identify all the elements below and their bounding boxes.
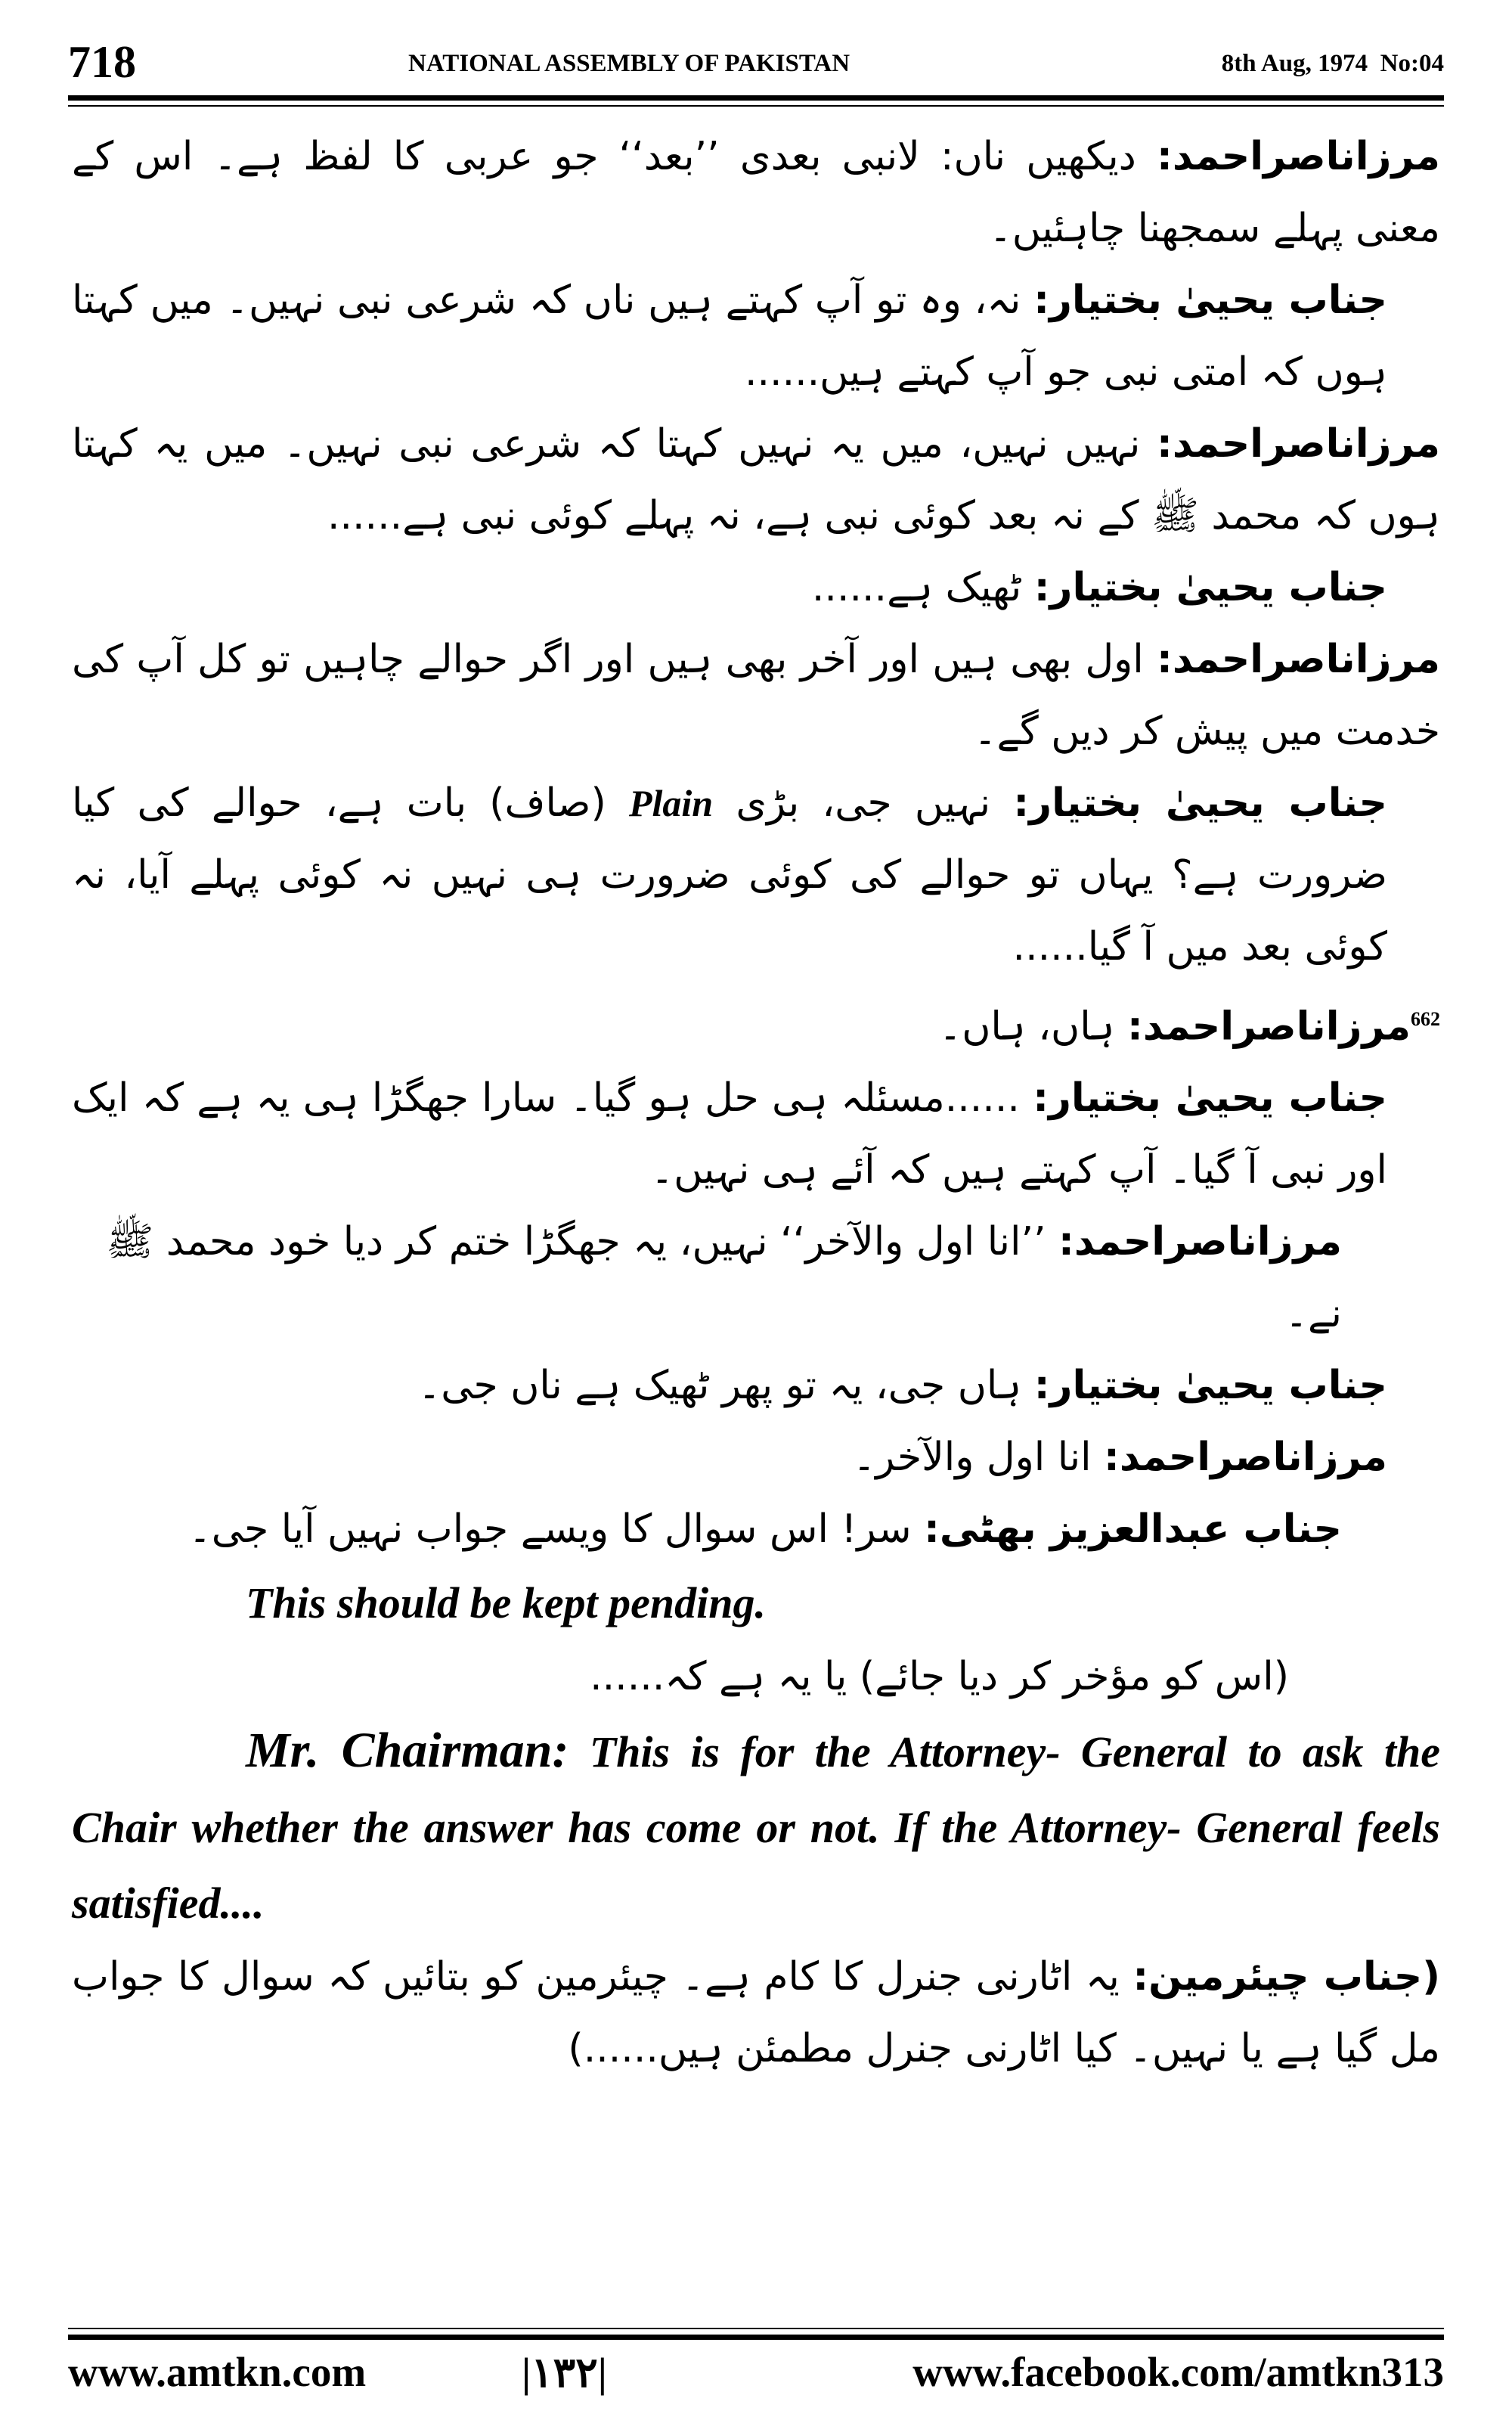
speaker-name: مرزاناصراحمد: [1104, 1435, 1387, 1481]
page-number: 718 [68, 37, 136, 87]
running-title: NATIONAL ASSEMBLY OF PAKISTAN [408, 50, 850, 77]
paragraph [72, 1494, 1440, 1565]
footer-rule-thick [68, 2335, 1444, 2340]
footer-website-link[interactable]: www.amtkn.com [68, 2349, 367, 2395]
speech-text: ’’انا اول والآخر‘‘ نہیں، یہ جھگڑا ختم کر دیا خود محمد ﷺ نے۔ [106, 1219, 1342, 1337]
speaker-name: جناب یحییٰ بختیار: [1033, 1363, 1387, 1409]
issue-number: No:04 [1380, 50, 1444, 77]
speech-text: نہیں نہیں، میں یہ نہیں کہتا کہ شرعی نبی نہیں۔ میں یہ کہتا ہوں کہ محمد ﷺ کے نہ بعد کوئی نبی ہے، نہ پہلے کوئی نبی ہے...... [72, 421, 1440, 538]
paragraph [72, 768, 1440, 983]
speech-text: ......مسئلہ ہی حل ہو گیا۔ سارا جھگڑا ہی یہ ہے کہ ایک اور نبی آ گیا۔ آپ کہتے ہیں کہ آئے ہی نہیں۔ [72, 1075, 1387, 1193]
header-rule-thick [68, 95, 1444, 101]
english-remark: This should be kept pending. [246, 1578, 767, 1628]
page-header [68, 23, 1444, 91]
urdu-translation-chairman [72, 1941, 1440, 2085]
footer-facebook-link[interactable]: www.facebook.com/amtkn313 [912, 2349, 1444, 2395]
running-date [1222, 50, 1444, 78]
paragraph [72, 265, 1440, 408]
speaker-name: مرزاناصراحمد: [1127, 1004, 1411, 1050]
speech-text: انا اول والآخر۔ [852, 1435, 1105, 1481]
paragraph [72, 983, 1440, 1063]
paragraph [72, 1206, 1440, 1350]
paragraph [72, 408, 1440, 552]
speaker-name: مرزاناصراحمد: [1157, 637, 1440, 682]
speech-text-part-1: نہیں جی، بڑی [713, 780, 1014, 826]
paragraph [72, 121, 1440, 265]
speech-text: یہ اٹارنی جنرل کا کام ہے۔ چیئرمین کو بتائیں کہ سوال کا جواب مل گیا ہے یا نہیں۔ کیا اٹارنی جنرل مطمئن ہیں......) [72, 1954, 1440, 2072]
paragraph [72, 1063, 1440, 1206]
speech-text: اول بھی ہیں اور آخر بھی ہیں اور اگر حوالے چاہیں تو کل آپ کی خدمت میں پیش کر دیں گے۔ [72, 637, 1440, 754]
speech-text: ہاں جی، یہ تو پھر ٹھیک ہے ناں جی۔ [417, 1363, 1034, 1409]
english-word-plain: Plain [628, 782, 714, 824]
speaker-name: مرزاناصراحمد: [1058, 1219, 1342, 1265]
urdu-translation: (اس کو مؤخر کر دیا جائے) یا یہ ہے کہ...... [590, 1654, 1289, 1700]
speech-text: ٹھیک ہے...... [811, 565, 1034, 610]
speaker-name: جناب یحییٰ بختیار: [1013, 780, 1387, 826]
speaker-name: (جناب چیئرمین: [1132, 1954, 1440, 2000]
paragraph [72, 1350, 1440, 1422]
page-footer [68, 2348, 1444, 2401]
chairman-text: This is for the Attorney- General to ask the Chair whether the answer has come or not. If the Attorney- General feels satisfied.... [72, 1727, 1440, 1928]
speech-text: نہ، وہ تو آپ کہتے ہیں ناں کہ شرعی نبی نہیں۔ میں کہتا ہوں کہ امتی نبی جو آپ کہتے ہیں...... [72, 278, 1387, 395]
speaker-name: مرزاناصراحمد: [1157, 421, 1440, 467]
speaker-name: جناب عبدالعزیز بھٹی: [924, 1506, 1342, 1553]
speaker-name: جناب یحییٰ بختیار: [1033, 1075, 1387, 1122]
speaker-name: مرزاناصراحمد: [1157, 134, 1440, 179]
footer-rule-thin [68, 2328, 1444, 2329]
speech-text: سر! اس سوال کا ویسے جواب نہیں آیا جی۔ [188, 1506, 925, 1553]
speaker-name: جناب یحییٰ بختیار: [1033, 565, 1387, 610]
paragraph [72, 1422, 1440, 1494]
session-date: 8th Aug, 1974 [1221, 50, 1368, 77]
paragraph [72, 624, 1440, 768]
chairman-remark [72, 1713, 1440, 1941]
footnote-marker: 662 [1411, 1008, 1440, 1030]
speech-text: ہاں، ہاں۔ [938, 1004, 1128, 1050]
transcript-body [72, 121, 1440, 2085]
paragraph [72, 552, 1440, 624]
speech-text-part-2: (صاف) بات ہے، حوالے کی کیا ضرورت ہے؟ یہاں تو حوالے کی کوئی ضرورت ہی نہیں نہ کوئی پہلے آیا، نہ کوئی بعد میں آ گیا...... [72, 780, 1387, 970]
header-rule-thin [68, 105, 1444, 107]
speaker-name: جناب یحییٰ بختیار: [1033, 278, 1387, 323]
footer-page-marker: |۱۳۲| [522, 2350, 607, 2396]
speech-text: دیکھیں ناں: لانبی بعدی ’’بعد‘‘ جو عربی کا لفظ ہے۔ اس کے معنی پہلے سمجھنا چاہئیں۔ [72, 134, 1440, 251]
chairman-label: Mr. Chairman: [246, 1723, 569, 1779]
